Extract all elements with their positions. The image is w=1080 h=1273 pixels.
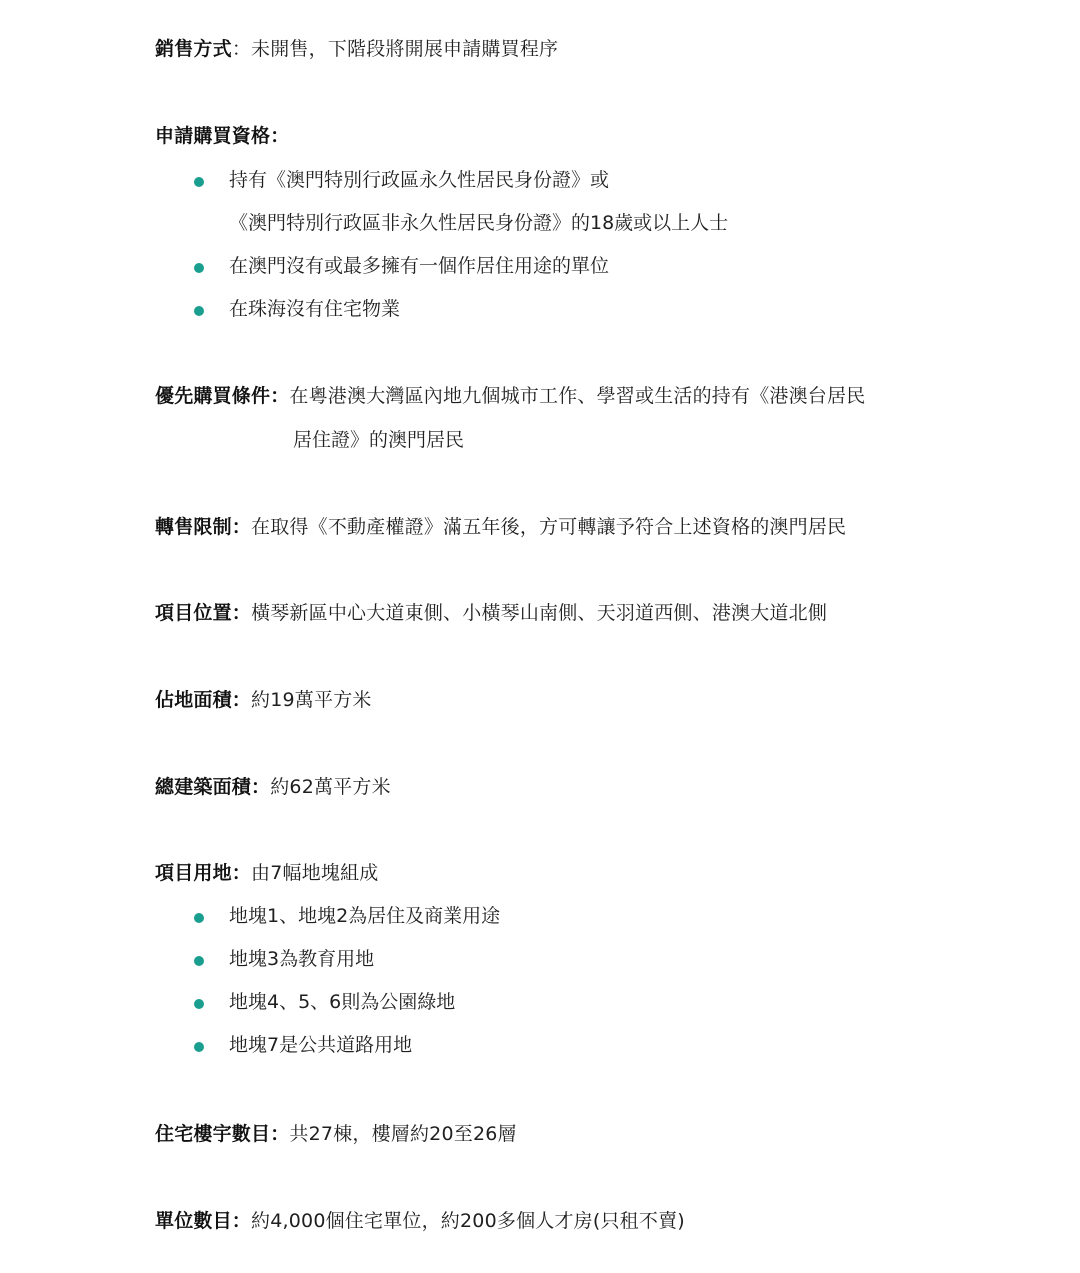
priority-label: 優先購買條件： — [155, 385, 290, 407]
location-value: 橫琴新區中心大道東側、小橫琴山南側、天羽道西側、港澳大道北側 — [251, 602, 828, 624]
land-use-item-1: 地塊1、地塊2為居住及商業用途 — [229, 905, 501, 927]
bullet-icon — [194, 263, 204, 273]
land-use-item-3: 地塊4、5、6則為公園綠地 — [229, 991, 456, 1013]
sales-method-value: 未開售，下階段將開展申請購買程序 — [251, 38, 559, 60]
land-use-item-4: 地塊7是公共道路用地 — [229, 1034, 413, 1056]
land-use-row — [155, 860, 379, 886]
sales-method-label: 銷售方式 — [155, 38, 232, 60]
bullet-icon — [194, 913, 204, 923]
site-area-label: 佔地面積： — [155, 689, 252, 711]
buildings-label: 住宅樓宇數目： — [155, 1123, 290, 1145]
land-use-label: 項目用地： — [155, 862, 252, 884]
site-area-value: 約19萬平方米 — [251, 689, 372, 711]
eligibility-item-2: 在澳門沒有或最多擁有一個作居住用途的單位 — [229, 255, 610, 277]
location-label: 項目位置： — [155, 602, 252, 624]
eligibility-heading — [155, 123, 289, 149]
units-row — [155, 1208, 685, 1234]
land-use-item-2: 地塊3為教育用地 — [229, 948, 375, 970]
gross-area-value: 約62萬平方米 — [270, 776, 391, 798]
bullet-icon — [194, 306, 204, 316]
priority-row — [155, 383, 865, 409]
priority-line-2: 居住證》的澳門居民 — [293, 429, 465, 451]
eligibility-item-3: 在珠海沒有住宅物業 — [229, 298, 401, 320]
site-area-row — [155, 687, 372, 713]
land-use-value: 由7幅地塊組成 — [251, 862, 379, 884]
sales-method-row — [155, 36, 558, 62]
gross-area-row — [155, 774, 391, 800]
bullet-icon — [194, 956, 204, 966]
priority-line-1: 在粵港澳大灣區內地九個城市工作、學習或生活的持有《港澳台居民 — [289, 385, 866, 407]
bullet-icon — [194, 999, 204, 1009]
resale-row — [155, 514, 846, 540]
eligibility-item-1-line-2: 《澳門特別行政區非永久性居民身份證》的18歲或以上人士 — [229, 212, 729, 234]
units-value: 約4,000個住宅單位，約200多個人才房(只租不賣) — [251, 1210, 685, 1232]
units-label: 單位數目： — [155, 1210, 252, 1232]
location-row — [155, 600, 827, 626]
resale-value: 在取得《不動產權證》滿五年後，方可轉讓予符合上述資格的澳門居民 — [251, 516, 847, 538]
eligibility-item-1-line-1: 持有《澳門特別行政區永久性居民身份證》或 — [229, 169, 610, 191]
gross-area-label: 總建築面積： — [155, 776, 271, 798]
buildings-value: 共27棟，樓層約20至26層 — [289, 1123, 517, 1145]
bullet-icon — [194, 1042, 204, 1052]
eligibility-label: 申請購買資格： — [155, 125, 290, 147]
bullet-icon — [194, 177, 204, 187]
sales-method-separator: ： — [231, 38, 252, 60]
buildings-row — [155, 1121, 517, 1147]
resale-label: 轉售限制： — [155, 516, 252, 538]
